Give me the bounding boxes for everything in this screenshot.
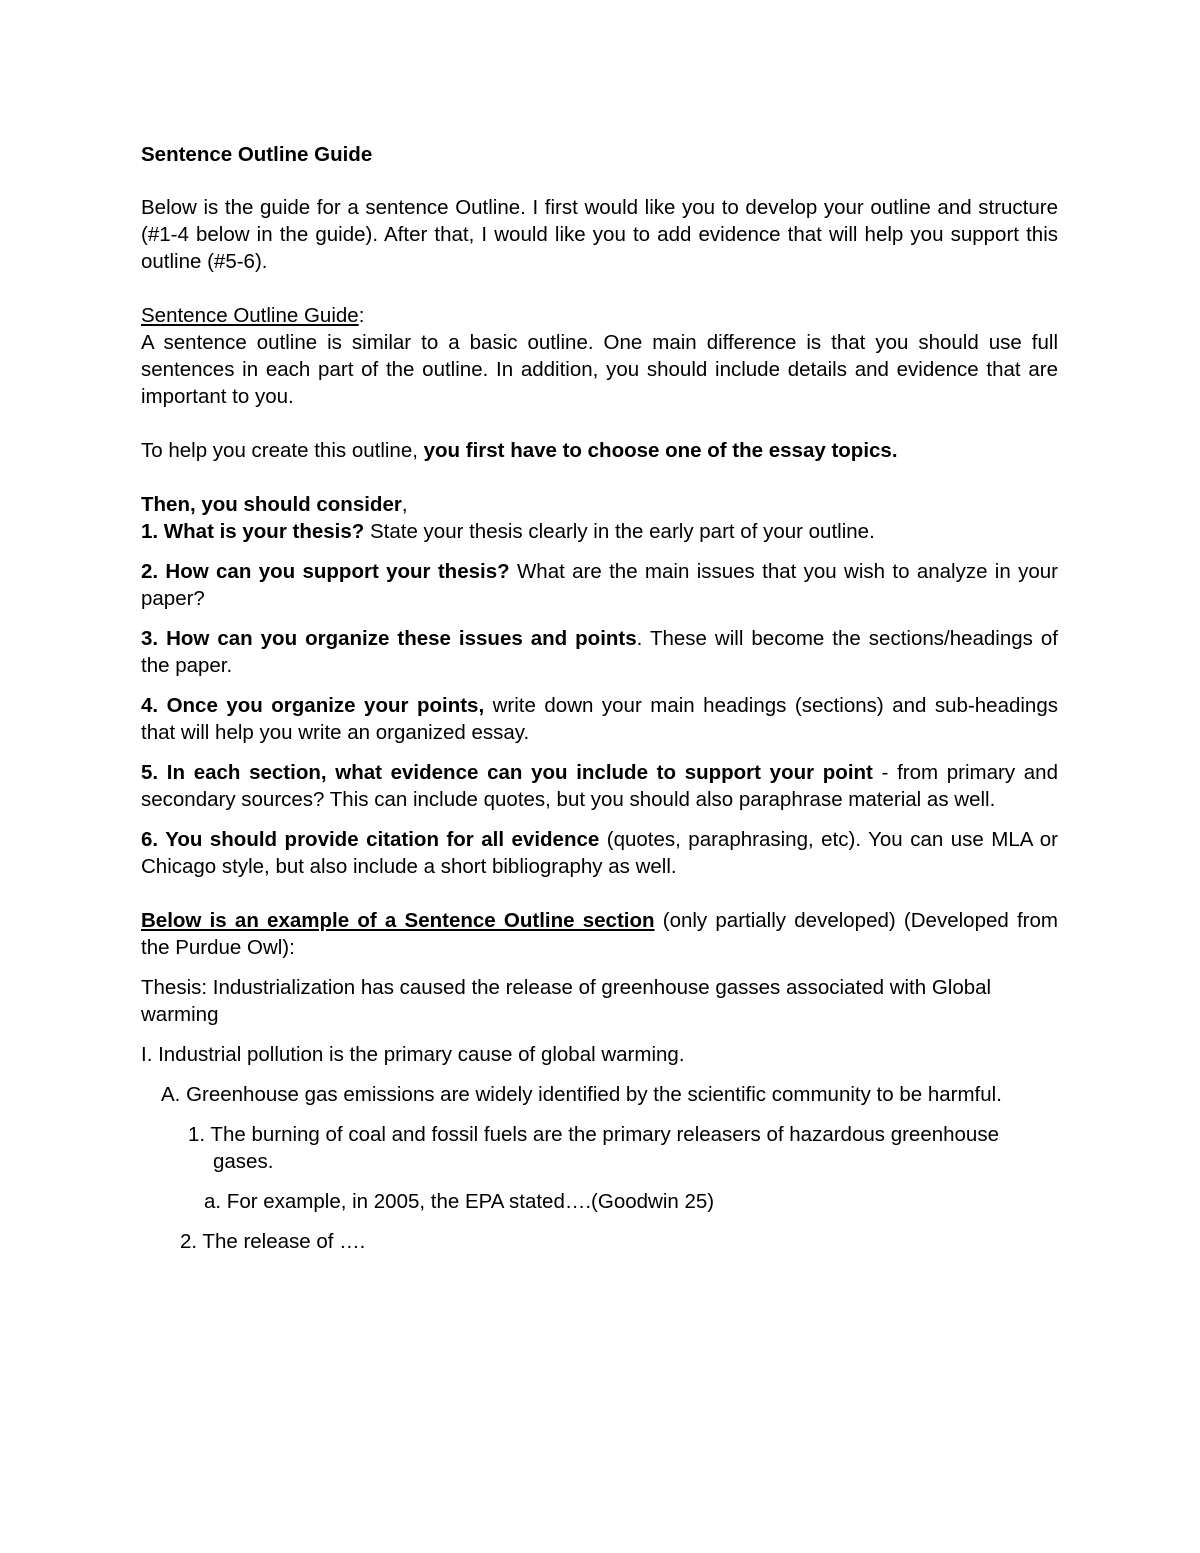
question-bold: 1. What is your thesis? <box>141 520 365 543</box>
question-item <box>141 625 1058 679</box>
guide-heading: Sentence Outline Guide <box>141 304 359 327</box>
question-text: write down your main headings (sections) and sub-headings that will help you write an organized essay. <box>141 694 1058 744</box>
example-text: (only partially developed) (Developed from the Purdue Owl): <box>141 909 1058 959</box>
help-paragraph <box>141 437 1058 464</box>
question-bold: 4. Once you organize your points, <box>141 694 485 717</box>
outline-item-a-small: a. For example, in 2005, the EPA stated….(Goodwin 25) <box>204 1190 715 1213</box>
help-text: To help you create this outline, <box>141 439 424 462</box>
question-item <box>141 759 1058 813</box>
example-heading: Below is an example of a Sentence Outline section <box>141 909 655 932</box>
question-text: - from primary and secondary sources? This can include quotes, but you should also paraphrase material as well. <box>141 761 1058 811</box>
outline-item-i: I. Industrial pollution is the primary cause of global warming. <box>141 1043 685 1066</box>
consider-tail: , <box>401 493 408 516</box>
question-text: State your thesis clearly in the early part of your outline. <box>364 520 875 543</box>
intro-paragraph: Below is the guide for a sentence Outline. I first would like you to develop your outline and structure (#1-4 below in the guide). After that, I would like you to add evidence that will help you support this outline (#5-6). <box>141 196 1058 273</box>
guide-heading-line <box>141 302 1058 329</box>
question-bold: 2. How can you support your thesis? <box>141 560 510 583</box>
outline-thesis: Thesis: Industrialization has caused the release of greenhouse gasses associated with Global warming <box>141 976 992 1026</box>
question-bold: 6. You should provide citation for all evidence <box>141 828 600 851</box>
question-text: (quotes, paraphrasing, etc). You can use MLA or Chicago style, but also include a short bibliography as well. <box>141 828 1058 878</box>
outline-item-1: 1. The burning of coal and fossil fuels are the primary releasers of hazardous greenhouse gases. <box>188 1123 999 1173</box>
example-paragraph <box>141 907 1058 961</box>
help-bold: you first have to choose one of the essay topics. <box>423 439 898 462</box>
document-title: Sentence Outline Guide <box>141 143 373 166</box>
question-item <box>141 826 1058 880</box>
consider-bold: Then, you should consider <box>141 493 402 516</box>
question-item <box>141 558 1058 612</box>
question-item <box>141 518 1058 545</box>
document-body <box>141 141 1058 1268</box>
question-text: What are the main issues that you wish to analyze in your paper? <box>141 560 1058 610</box>
question-text: . These will become the sections/headings of the paper. <box>141 627 1058 677</box>
question-item <box>141 692 1058 746</box>
question-bold: 3. How can you organize these issues and points <box>141 627 637 650</box>
outline-item-2: 2. The release of …. <box>180 1230 366 1253</box>
outline-item-a: A. Greenhouse gas emissions are widely identified by the scientific community to be harmful. <box>161 1083 1002 1106</box>
question-bold: 5. In each section, what evidence can you include to support your point <box>141 761 873 784</box>
consider-line <box>141 491 1058 518</box>
guide-paragraph: A sentence outline is similar to a basic outline. One main difference is that you should use full sentences in each part of the outline. In addition, you should include details and evidence that are important to you. <box>141 331 1058 408</box>
guide-heading-colon: : <box>358 304 365 327</box>
